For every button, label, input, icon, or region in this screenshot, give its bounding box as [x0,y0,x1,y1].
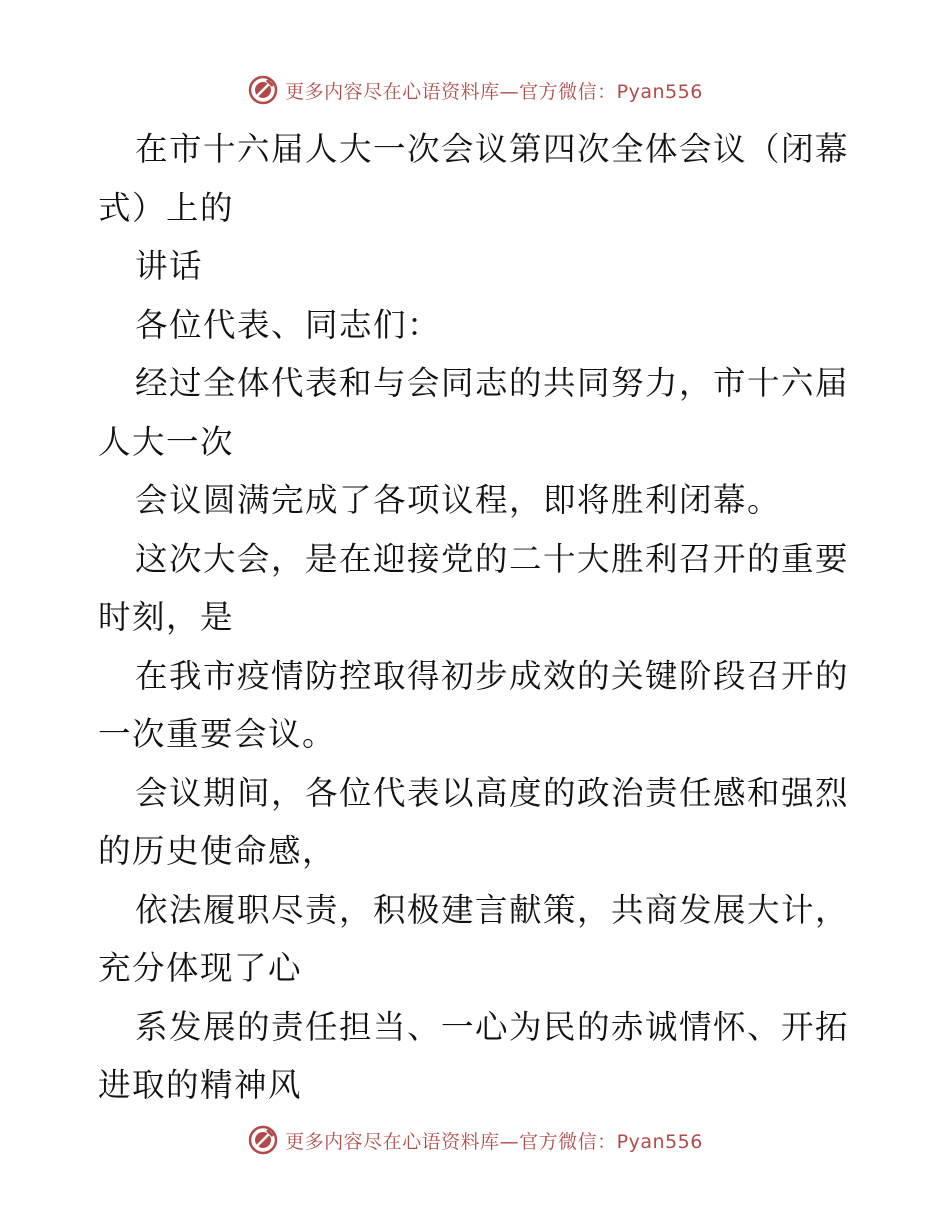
document-line: 会议圆满完成了各项议程，即将胜利闭幕。 [135,481,782,519]
document-line: 讲话 [135,247,204,285]
document-body [98,120,854,1115]
document-line: 这次大会，是在迎接党的二十大胜利召开的重要 [135,539,850,578]
document-line: 的历史使命感， [98,832,337,870]
header-banner [0,70,950,110]
document-line: 在我市疫情防控取得初步成效的关键阶段召开的 [135,656,850,695]
document-line: 会议期间，各位代表以高度的政治责任感和强烈 [135,773,850,812]
document-line: 系发展的责任担当、一心为民的赤诚情怀、开拓 [135,1007,850,1046]
document-line: 进取的精神风 [98,1066,303,1104]
document-line: 充分体现了心 [98,949,303,987]
document-line: 式）上的 [98,188,235,227]
footer-banner [0,1120,950,1160]
document-line: 在市十六届人大一次会议第四次全体会议（闭幕 [135,130,850,168]
document-line: 一次重要会议。 [98,715,337,753]
document-line: 时刻，是 [98,598,235,636]
footer-banner-text: 更多内容尽在心语资料库—官方微信：Pyan556 [285,1130,703,1153]
document-line: 人大一次 [98,422,235,461]
seal-logo-icon [247,74,279,106]
document-line: 各位代表、同志们： [135,305,442,344]
seal-logo-icon [247,1124,279,1156]
document-line: 经过全体代表和与会同志的共同努力，市十六届 [135,364,850,402]
header-banner-text: 更多内容尽在心语资料库—官方微信：Pyan556 [285,80,703,103]
document-line: 依法履职尽责，积极建言献策，共商发展大计， [135,890,850,929]
